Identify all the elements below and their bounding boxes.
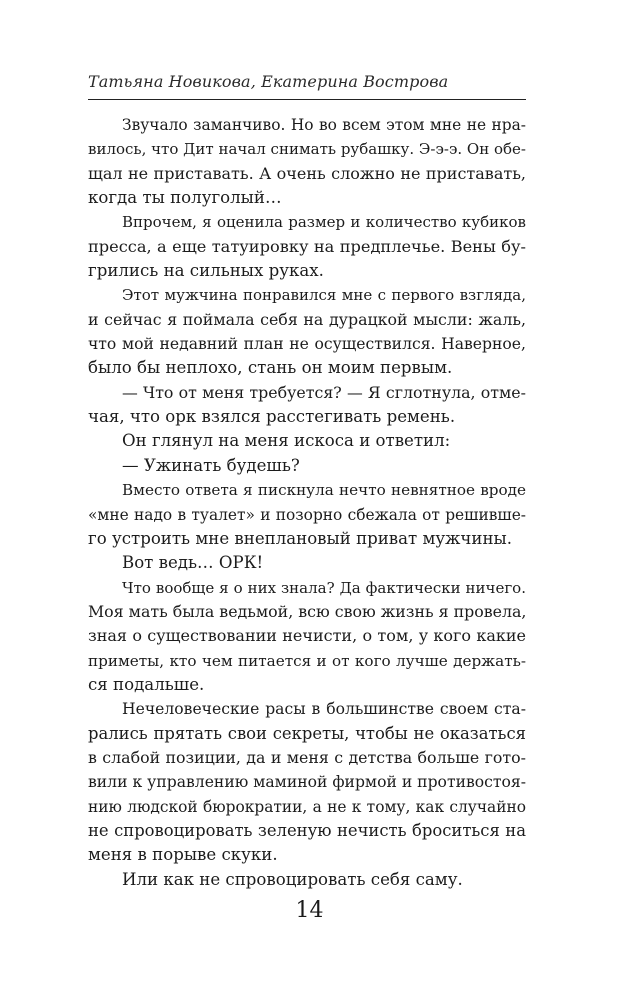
text-line: приметы, кто чем питается и от кого лучше держать- <box>88 651 526 670</box>
text-line: в слабой позиции, да и меня с детства больше гото- <box>88 747 526 767</box>
text-line: — Что от меня требуется? — Я сглотнула, отме- <box>122 382 526 402</box>
text-line: Что вообще я о них знала? Да фактически ничего. <box>122 578 526 597</box>
header-rule <box>88 99 526 100</box>
text-line: Моя мать была ведьмой, всю свою жизнь я провела, <box>88 601 527 621</box>
text-line: Или как не спровоцировать себя саму. <box>122 869 463 889</box>
text-line: ся подальше. <box>88 674 205 694</box>
text-line: «мне надо в туалет» и позорно сбежала от решивше- <box>88 505 526 524</box>
text-line: Нечеловеческие расы в большинстве своем ста- <box>122 700 526 719</box>
text-line: и сейчас я поймала себя на дурацкой мысли: жаль, <box>88 309 526 329</box>
running-head: Татьяна Новикова, Екатерина Вострова <box>88 72 449 91</box>
text-line: что мой недавний план не осуществился. Наверное, <box>88 335 526 354</box>
text-line: Звучало заманчиво. Но во всем этом мне не нра- <box>122 116 526 134</box>
text-line: не спровоцировать зеленую нечисть броситься на <box>88 820 526 840</box>
text-line: Вот ведь… ОРК! <box>122 553 264 573</box>
body-text <box>88 113 526 892</box>
text-line: Он глянул на меня искоса и ответил: <box>122 431 451 451</box>
text-line: Этот мужчина понравился мне с первого взгляда, <box>122 286 526 305</box>
text-line: щал не приставать. А очень сложно не приставать, <box>88 163 526 183</box>
page-number: 14 <box>295 898 324 923</box>
text-line: Вместо ответа я пискнула нечто невнятное вроде <box>122 481 526 500</box>
text-line: когда ты полуголый… <box>88 188 282 208</box>
text-line: Впрочем, я оценила размер и количество кубиков <box>122 213 526 232</box>
text-line: — Ужинать будешь? <box>122 455 300 475</box>
text-line: чая, что орк взялся расстегивать ремень. <box>88 407 456 427</box>
text-line: вилось, что Дит начал снимать рубашку. Э-э-э. Он обе- <box>88 140 526 159</box>
text-line: вили к управлению маминой фирмой и противостоя- <box>88 773 526 792</box>
text-line: рались прятать свои секреты, чтобы не оказаться <box>88 723 526 743</box>
text-line: го устроить мне внеплановый приват мужчины. <box>88 528 513 548</box>
text-line: зная о существовании нечисти, о том, у кого какие <box>88 626 526 646</box>
text-line: пресса, а еще татуировку на предплечье. Вены бу- <box>88 236 526 256</box>
text-line: нию людской бюрократии, а не к тому, как случайно <box>88 797 526 816</box>
text-line: было бы неплохо, стань он моим первым. <box>88 358 453 378</box>
text-line: меня в порыве скуки. <box>88 845 278 865</box>
text-line: грились на сильных руках. <box>88 261 324 281</box>
